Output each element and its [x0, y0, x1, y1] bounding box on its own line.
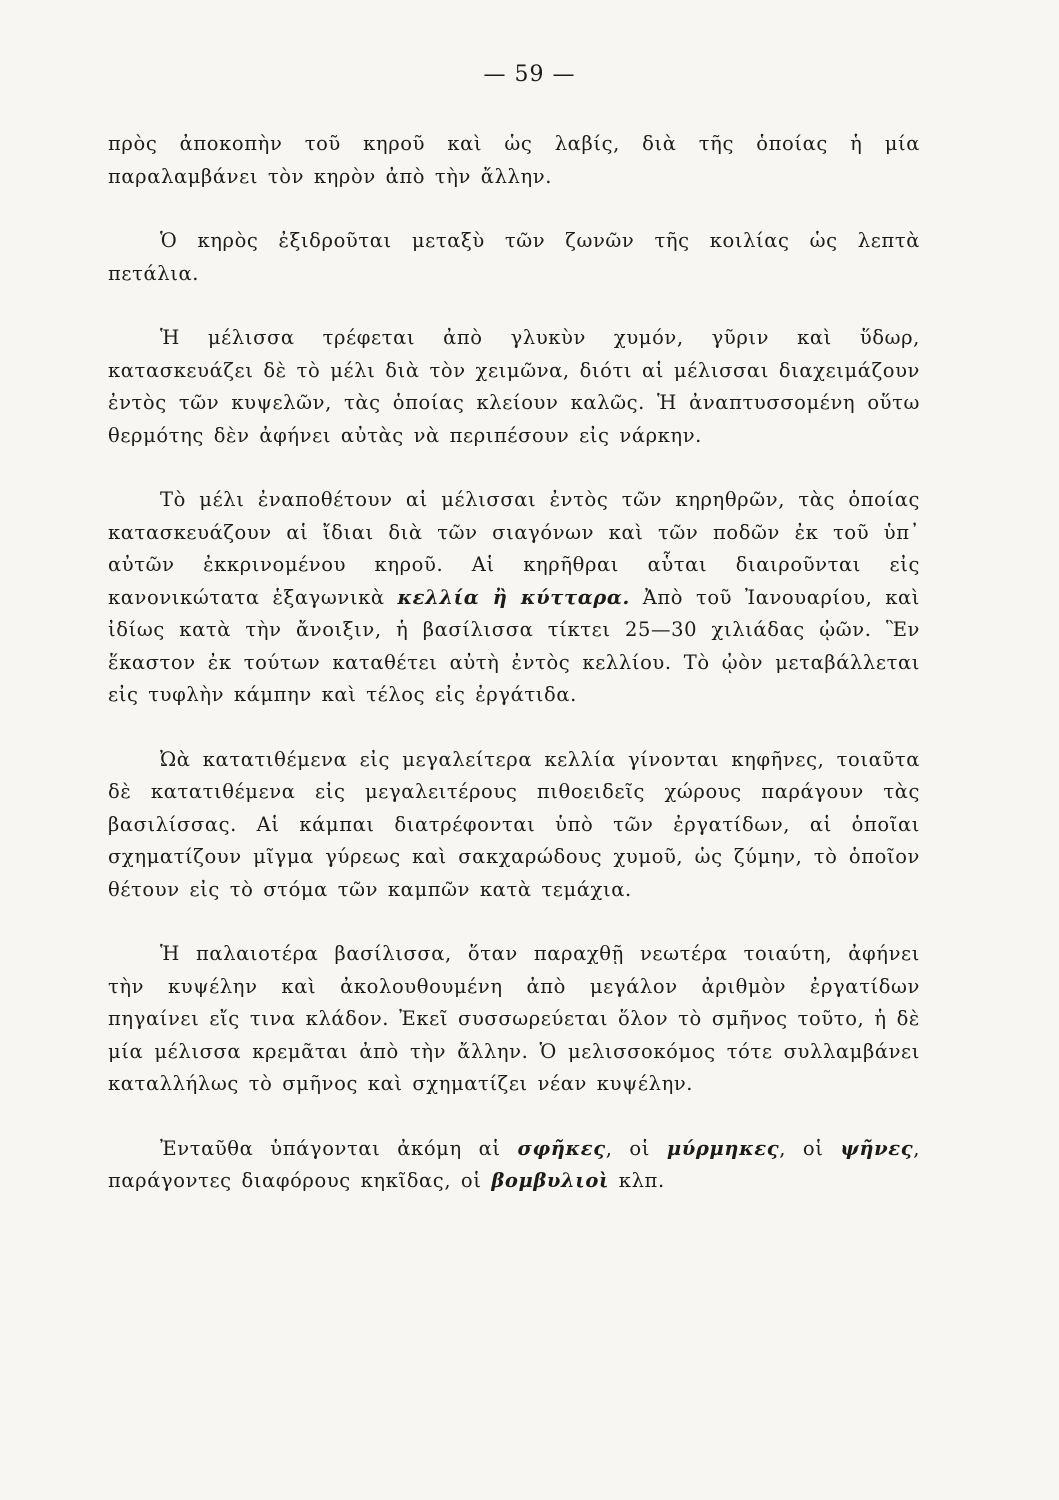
paragraph-6 [108, 938, 920, 1101]
page-number: — 59 — [483, 62, 576, 87]
body-text [108, 128, 920, 1230]
paragraph-4 [108, 484, 920, 712]
paragraph-2 [108, 225, 920, 290]
paragraph-3 [108, 322, 920, 452]
paragraph-text: Ἐνταῦθα ὑπάγονται ἀκόμη αἱ [160, 1136, 518, 1160]
paragraph-text: Ἀπὸ τοῦ Ἰανουαρίου, καὶ ἰδίως κατὰ τὴν ἄνοιξιν, ἡ βασίλισσα τίκτει 25—30 χιλιάδας ᾠῶν. Ἓν ἕκαστον ἐκ τούτων καταθέτει αὐτὴ ἐντὸς κελλίου. Τὸ ᾠὸν μεταβάλλεται εἰς τυφλὴν κάμπην καὶ τέλος εἰς ἐργάτιδα. [108, 585, 920, 706]
paragraph-text: πρὸς ἀποκοπὴν τοῦ κηροῦ καὶ ὡς λαβίς, διὰ τῆς ὁποίας ἡ μία παραλαμβάνει τὸν κηρὸν ἀπὸ τὴν ἄλλην. [108, 132, 920, 188]
paragraph-1 [108, 128, 920, 193]
emphasized-term: σφῆκες [517, 1136, 606, 1160]
paragraph-text: Ὠὰ κατατιθέμενα εἰς μεγαλείτερα κελλία γίνονται κηφῆνες, τοιαῦτα δὲ κατατιθέμενα εἰς μεγαλειτέρους πιθοειδεῖς χώρους παράγουν τὰς βασιλίσσας. Αἱ κάμπαι διατρέφονται ὑπὸ τῶν ἐργατίδων, αἱ ὁποῖαι σχηματίζουν μῖγμα γύρεως καὶ σακχαρώδους χυμοῦ, ὡς ζύμην, τὸ ὁποῖον θέτουν εἰς τὸ στόμα τῶν καμπῶν κατὰ τεμάχια. [108, 747, 920, 901]
paragraph-text: κλπ. [609, 1169, 665, 1192]
paragraph-5 [108, 744, 920, 907]
emphasized-term: μύρμηκες [666, 1136, 780, 1160]
emphasized-term: ψῆνες [840, 1136, 914, 1160]
paragraph-text: , οἱ [779, 1136, 841, 1160]
paragraph-text: Τὸ μέλι ἐναποθέτουν αἱ μέλισσαι ἐντὸς τῶν κηρηθρῶν, τὰς ὁποίας κατασκευάζουν αἱ ἴδιαι διὰ τῶν σιαγόνων καὶ τῶν ποδῶν ἐκ τοῦ ὑπ᾽ αὐτῶν ἐκκρινομένου κηροῦ. Αἱ κηρῆθραι αὗται διαιροῦνται εἰς κανονικώτατα ἑξαγωνικὰ [108, 488, 920, 609]
paragraph-text: , οἱ [605, 1136, 667, 1160]
emphasized-term: βομβυλιοὶ [491, 1169, 609, 1192]
paragraph-7 [108, 1133, 920, 1198]
emphasized-term: κελλία ἢ κύτταρα. [397, 585, 630, 609]
paragraph-text: Ὁ κηρὸς ἐξιδροῦται μεταξὺ τῶν ζωνῶν τῆς κοιλίας ὡς λεπτὰ πετάλια. [108, 229, 920, 285]
paragraph-text: , παράγοντες διαφόρους κηκῖδας, οἱ [108, 1136, 921, 1192]
paragraph-text: Ἡ μέλισσα τρέφεται ἀπὸ γλυκὺν χυμόν, γῦριν καὶ ὕδωρ, κατασκευάζει δὲ τὸ μέλι διὰ τὸν χειμῶνα, διότι αἱ μέλισσαι διαχειμάζουν ἐντὸς τῶν κυψελῶν, τὰς ὁποίας κλείουν καλῶς. Ἡ ἀναπτυσσομένη οὕτω θερμότης δὲν ἀφήνει αὐτὰς νὰ περιπέσουν εἰς νάρκην. [108, 326, 920, 447]
paragraph-text: Ἡ παλαιοτέρα βασίλισσα, ὅταν παραχθῇ νεωτέρα τοιαύτη, ἀφήνει τὴν κυψέλην καὶ ἀκολουθουμένη ἀπὸ μεγάλον ἀριθμὸν ἐργατίδων πηγαίνει εἴς τινα κλάδον. Ἐκεῖ συσσωρεύεται ὅλον τὸ σμῆνος τοῦτο, ἡ δὲ μία μέλισσα κρεμᾶται ἀπὸ τὴν ἄλλην. Ὁ μελισσοκόμος τότε συλλαμβάνει καταλλήλως τὸ σμῆνος καὶ σχηματίζει νέαν κυψέλην. [108, 942, 920, 1095]
